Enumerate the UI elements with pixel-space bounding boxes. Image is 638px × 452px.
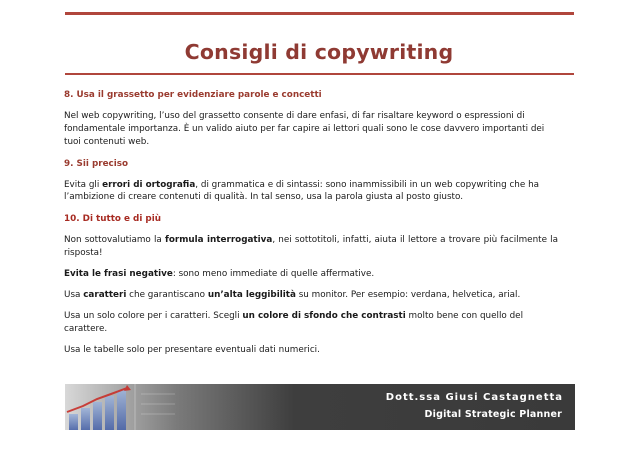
footer-graphic — [65, 384, 575, 430]
slide-content — [64, 89, 558, 357]
author-role: Digital Strategic Planner — [424, 409, 562, 420]
section-10-paragraph-4: Usa un solo colore per i caratteri. Scegli un colore di sfondo che contrasti molto bene con quello del carattere. — [64, 310, 524, 334]
top-divider — [65, 12, 574, 15]
title-divider — [65, 73, 574, 75]
section-8-body: Nel web copywriting, l’uso del grassetto consente di dare enfasi, di far risaltare keyword o espressioni di fondamentale importanza. È un valido aiuto per far capire ai lettori quali sono le cose davvero importanti dei tuoi contenuti web. — [64, 110, 545, 147]
section-10-paragraph-1: Non sottovalutiamo la formula interrogativa, nei sottotitoli, infatti, aiuta il lettore a trovare più facilmente la risposta! — [64, 235, 559, 259]
section-8-heading: 8. Usa il grassetto per evidenziare parole e concetti — [64, 90, 322, 100]
section-9-heading: 9. Sii preciso — [64, 158, 129, 169]
footer-banner — [65, 384, 575, 430]
slide-title: Consigli di copywriting — [184, 40, 454, 64]
section-10-heading: 10. Di tutto e di più — [64, 214, 161, 225]
author-name: Dott.ssa Giusi Castagnetta — [385, 392, 563, 403]
section-10-paragraph-3: Usa caratteri che garantiscano un’alta leggibilità su monitor. Per esempio: verdana, helvetica, arial. — [64, 289, 521, 300]
section-10-paragraph-2: Evita le frasi negative: sono meno immediate di quelle affermative. — [64, 269, 375, 280]
section-9-body: Evita gli errori di ortografia, di grammatica e di sintassi: sono inammissibili in un web copywriting che ha l’ambizione di creare contenuti di qualità. In tal senso, usa la parola giusta al posto giusto. — [64, 179, 540, 203]
section-10-paragraph-5: Usa le tabelle solo per presentare eventuali dati numerici. — [64, 344, 320, 355]
